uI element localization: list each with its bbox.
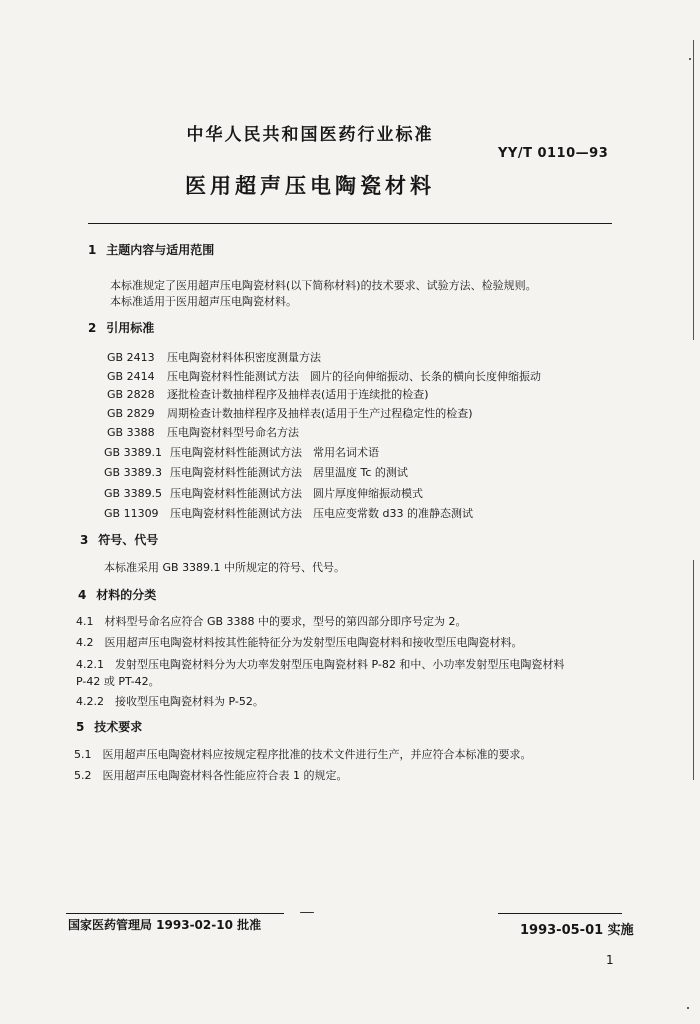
- reference-row: [107, 386, 429, 402]
- reference-title: 压电陶瓷材料性能测试方法 圆片厚度伸缩振动模式: [170, 487, 423, 500]
- section-4-title: 材料的分类: [96, 588, 157, 602]
- reference-title: 周期检查计数抽样程序及抽样表(适用于生产过程稳定性的检查): [167, 407, 473, 420]
- clause-5-2: 5.2 医用超声压电陶瓷材料各性能应符合表 1 的规定。: [74, 769, 348, 782]
- section-1-paragraph-2: 本标准适用于医用超声压电陶瓷材料。: [110, 295, 297, 308]
- section-2-heading: [88, 319, 154, 336]
- section-5-number: 5: [76, 720, 85, 734]
- footer-rule-left: [66, 913, 284, 914]
- reference-code: GB 3389.3: [104, 466, 163, 479]
- reference-code: GB 2413: [107, 351, 155, 364]
- reference-title: 压电陶瓷材料性能测试方法 常用名词术语: [170, 446, 379, 459]
- section-3-number: 3: [80, 533, 89, 547]
- scan-speck: [300, 912, 314, 913]
- document-title: 医用超声压电陶瓷材料: [185, 174, 435, 198]
- section-1-heading: [88, 241, 214, 258]
- scan-speck: [687, 1007, 689, 1009]
- reference-title: 压电陶瓷材料性能测试方法 压电应变常数 d33 的准静态测试: [170, 507, 473, 520]
- section-2-number: 2: [88, 321, 97, 335]
- reference-row: [107, 405, 473, 421]
- clause-5-1: 5.1 医用超声压电陶瓷材料应按规定程序批准的技术文件进行生产，并应符合本标准的要求。: [74, 748, 532, 761]
- reference-row: [104, 444, 379, 460]
- clause-4-1: 4.1 材料型号命名应符合 GB 3388 中的要求，型号的第四部分即序号定为 2。: [76, 615, 467, 628]
- clause-4-2-1-continued: P-42 或 PT-42。: [76, 675, 160, 688]
- reference-code: GB 2828: [107, 388, 155, 401]
- scan-speck: [689, 58, 691, 60]
- section-3-paragraph: 本标准采用 GB 3389.1 中所规定的符号、代号。: [104, 561, 346, 574]
- approval-info: 国家医药管理局 1993-02-10 批准: [68, 918, 262, 932]
- clause-4-2-1: 4.2.1 发射型压电陶瓷材料分为大功率发射型压电陶瓷材料 P-82 和中、小功率发射型压电陶瓷材料: [76, 658, 565, 671]
- reference-row: [104, 485, 423, 501]
- standard-code: YY/T 0110—93: [498, 146, 609, 161]
- section-5-heading: [76, 718, 142, 735]
- scan-edge-line: [693, 40, 694, 340]
- reference-title: 逐批检查计数抽样程序及抽样表(适用于连续批的检查): [167, 388, 429, 401]
- reference-title: 压电陶瓷材料性能测试方法 圆片的径向伸缩振动、长条的横向长度伸缩振动: [167, 370, 541, 383]
- reference-code: GB 2414: [107, 370, 155, 383]
- reference-title: 压电陶瓷材料性能测试方法 居里温度 Tc 的测试: [170, 466, 408, 479]
- reference-row: [104, 464, 408, 480]
- reference-row: [107, 349, 321, 365]
- implementation-date: 1993-05-01 实施: [520, 923, 634, 938]
- section-2-title: 引用标准: [106, 321, 155, 335]
- footer-rule-right: [498, 913, 622, 914]
- reference-title: 压电陶瓷材料型号命名方法: [167, 426, 299, 439]
- section-4-number: 4: [78, 588, 87, 602]
- clause-4-2-2: 4.2.2 接收型压电陶瓷材料为 P-52。: [76, 695, 264, 708]
- header-rule: [88, 223, 612, 224]
- section-1-title: 主题内容与适用范围: [106, 243, 215, 257]
- org-title: 中华人民共和国医药行业标准: [186, 125, 434, 145]
- section-1-number: 1: [88, 243, 97, 257]
- scan-edge-line: [693, 560, 694, 780]
- page-number: 1: [606, 953, 614, 967]
- reference-code: GB 11309: [104, 507, 159, 520]
- reference-code: GB 2829: [107, 407, 155, 420]
- reference-row: [107, 424, 299, 440]
- section-5-title: 技术要求: [94, 720, 143, 734]
- section-3-heading: [80, 531, 158, 548]
- reference-row: [104, 505, 473, 521]
- reference-code: GB 3388: [107, 426, 155, 439]
- section-1-paragraph-1: 本标准规定了医用超声压电陶瓷材料(以下简称材料)的技术要求、试验方法、检验规则。: [110, 279, 537, 292]
- clause-4-2: 4.2 医用超声压电陶瓷材料按其性能特征分为发射型压电陶瓷材料和接收型压电陶瓷材料。: [76, 636, 523, 649]
- reference-title: 压电陶瓷材料体积密度测量方法: [167, 351, 321, 364]
- reference-row: [107, 368, 541, 384]
- reference-code: GB 3389.1: [104, 446, 163, 459]
- reference-code: GB 3389.5: [104, 487, 163, 500]
- section-4-heading: [78, 586, 156, 603]
- section-3-title: 符号、代号: [98, 533, 159, 547]
